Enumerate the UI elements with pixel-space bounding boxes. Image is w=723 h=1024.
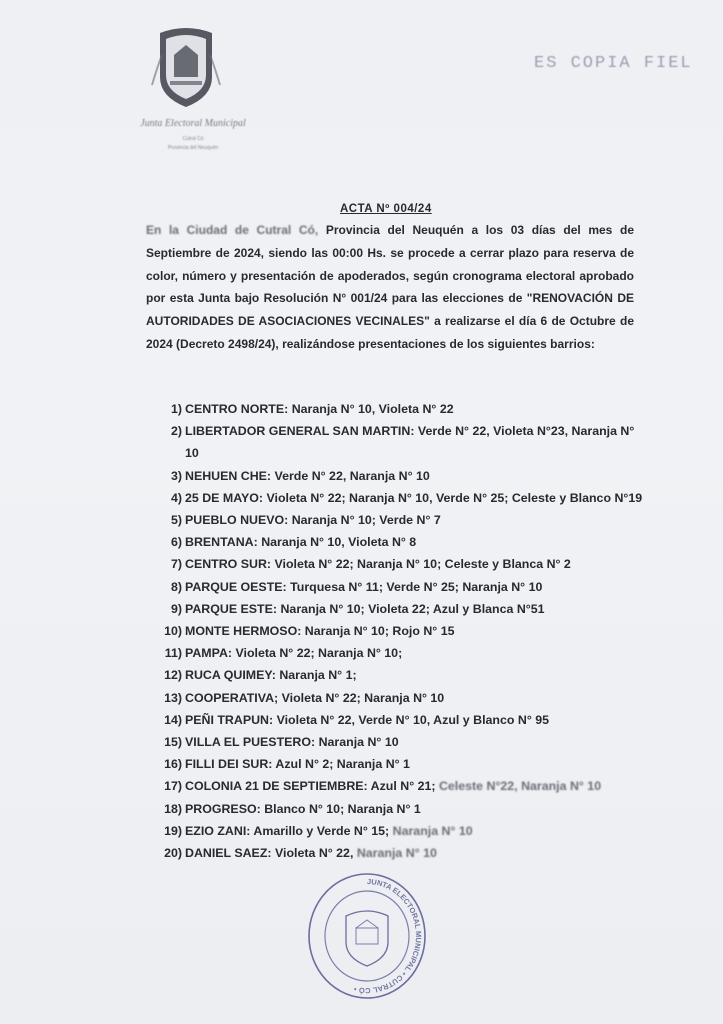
barrio-colors: Verde N° 22, Naranja N° 10 — [274, 468, 430, 483]
barrio-colors-faded: Celeste N°22, Naranja N° 10 — [438, 779, 602, 794]
barrio-name: COOPERATIVA; — [185, 690, 279, 705]
barrio-colors: Violeta N° 22, — [274, 846, 354, 861]
barrio-colors: Verde N° 22, Violeta N°23, Naranja N° 10 — [185, 424, 635, 461]
barrio-colors: Naranja N° 10, Violeta N° 22 — [291, 402, 454, 416]
list-item-number: 2) — [170, 424, 182, 439]
barrio-colors-faded: Naranja N° 10 — [392, 823, 473, 838]
barrio-colors: Naranja N° 10; Rojo N° 15 — [304, 624, 455, 639]
barrio-name: PARQUE OESTE: — [185, 579, 287, 594]
barrio-name: MONTE HERMOSO: — [185, 624, 302, 639]
list-item-number: 16) — [164, 757, 182, 772]
barrio-name: FILLI DEI SUR: — [185, 757, 273, 772]
letterhead-signature: Junta Electoral Municipal — [140, 118, 246, 129]
barrio-colors: Violeta N° 22, Verde N° 10, Azul y Blanco N° 95 — [276, 712, 549, 727]
paragraph-text: Provincia del Neuquén a los 03 días del mes de Septiembre de 2024, siendo las 00:00 Hs. se procede a cerrar plazo para reserva de color, número y presentación de apoderados, según cronograma electoral aprobado por esta Junta bajo Resolución N° 001/24 para las elecciones de "RENOVACIÓN DE AUTORIDADES DE ASOCIACIONES VECINALES" a realizarse el día 6 de Octubre de 2024 (Decreto 2498/24), realizándose presentaciones de los siguientes barrios: — [146, 223, 634, 351]
list-item — [144, 487, 644, 509]
list-item-text — [185, 731, 644, 753]
list-item-number: 6) — [170, 535, 182, 550]
document-title: ACTA Nº 004/24 — [340, 203, 432, 215]
list-item — [144, 420, 644, 464]
list-item-text — [185, 620, 644, 642]
list-item-number: 20) — [164, 846, 182, 861]
list-item-number: 1) — [170, 402, 182, 416]
barrio-name: DANIEL SAEZ: — [185, 846, 272, 861]
list-item — [144, 465, 644, 487]
barrio-colors: Violeta N° 22; Naranja N° 10 — [281, 690, 445, 705]
list-item-text — [185, 664, 644, 686]
barrio-name: PEÑI TRAPUN: — [185, 712, 274, 727]
barrio-colors: Naranja N° 1; — [279, 668, 357, 683]
list-item — [144, 731, 644, 753]
barrio-colors: Naranja N° 10 — [318, 735, 399, 750]
list-item-number: 9) — [170, 601, 182, 616]
letterhead-subtitle-2: Provincia del Neuquén — [167, 145, 219, 151]
copy-stamp: ES COPIA FIEL — [534, 54, 693, 73]
list-item-number: 5) — [170, 513, 182, 528]
seal-ring-text: JUNTA ELECTORAL MUNICIPAL • CUTRAL CÓ • — [352, 876, 424, 996]
list-item — [144, 553, 644, 575]
barrio-colors: Violeta N° 22; Naranja N° 10; Celeste y Blanca N° 2 — [274, 557, 571, 572]
barrio-name: 25 DE MAYO: — [185, 490, 264, 505]
barrio-colors: Azul N° 2; Naranja N° 1 — [275, 757, 410, 772]
list-item-text — [185, 753, 644, 775]
list-item-number: 14) — [164, 712, 182, 727]
list-item-number: 7) — [170, 557, 182, 572]
barrio-name: NEHUEN CHE: — [185, 468, 272, 483]
list-item-text — [185, 420, 644, 464]
barrios-list — [144, 398, 644, 864]
list-item-text — [185, 598, 644, 620]
municipal-crest-logo — [150, 25, 222, 109]
barrio-colors: Blanco N° 10; Naranja N° 1 — [264, 801, 421, 816]
list-item-text — [185, 576, 644, 598]
list-item — [144, 664, 644, 686]
barrio-name: PROGRESO: — [185, 801, 261, 816]
barrio-name: PUEBLO NUEVO: — [185, 513, 289, 528]
barrio-colors: Naranja N° 10, Violeta N° 8 — [261, 535, 417, 550]
list-item-number: 13) — [164, 690, 182, 705]
barrio-name: BRENTANA: — [185, 535, 258, 550]
document-paragraph — [146, 219, 634, 356]
list-item — [144, 842, 644, 864]
list-item — [144, 531, 644, 553]
list-item-text — [185, 842, 644, 864]
list-item-text — [185, 709, 644, 731]
junta-electoral-seal — [306, 870, 428, 1000]
list-item-text — [185, 398, 644, 420]
list-item-number: 18) — [164, 801, 182, 816]
list-item-text — [185, 642, 644, 664]
barrio-name: PARQUE ESTE: — [185, 601, 278, 616]
list-item — [144, 620, 644, 642]
letterhead-subtitle: Cutral Có — [182, 136, 204, 142]
list-item-number: 17) — [164, 779, 182, 794]
list-item-text — [185, 820, 644, 842]
list-item-text — [185, 798, 644, 820]
list-item — [144, 753, 644, 775]
barrio-name: CENTRO SUR: — [185, 557, 272, 572]
list-item-number: 12) — [164, 668, 182, 683]
list-item — [144, 576, 644, 598]
barrio-colors-faded: Naranja N° 10 — [356, 846, 437, 861]
list-item-number: 15) — [164, 735, 182, 750]
list-item — [144, 509, 644, 531]
list-item-number: 8) — [170, 579, 182, 594]
barrio-name: PAMPA: — [185, 646, 233, 661]
list-item-text — [185, 487, 644, 509]
list-item — [144, 598, 644, 620]
list-item-text — [185, 531, 644, 553]
barrio-colors: Naranja N° 10; Violeta 22; Azul y Blanca N°51 — [280, 601, 545, 616]
list-item — [144, 820, 644, 842]
barrio-colors: Violeta N° 22; Naranja N° 10; — [235, 646, 403, 661]
barrio-name: EZIO ZANI: — [185, 823, 251, 838]
list-item-text — [185, 509, 644, 531]
barrio-colors: Azul N° 21; — [370, 779, 436, 794]
list-item — [144, 642, 644, 664]
list-item-number: 4) — [170, 490, 182, 505]
barrio-colors: Amarillo y Verde N° 15; — [253, 823, 390, 838]
list-item — [144, 398, 644, 420]
barrio-name: VILLA EL PUESTERO: — [185, 735, 316, 750]
barrio-name: LIBERTADOR GENERAL SAN MARTIN: — [185, 424, 415, 439]
barrio-name: RUCA QUIMEY: — [185, 668, 276, 683]
list-item-text — [185, 775, 644, 797]
list-item-number: 11) — [164, 646, 182, 661]
list-item-text — [185, 553, 644, 575]
list-item-number: 19) — [164, 823, 182, 838]
barrio-colors: Naranja N° 10; Verde N° 7 — [291, 513, 441, 528]
list-item-text — [185, 465, 644, 487]
barrio-colors: Violeta N° 22; Naranja N° 10, Verde N° 25; Celeste y Blanco N°19 — [266, 490, 643, 505]
list-item-number: 10) — [164, 624, 182, 639]
list-item — [144, 687, 644, 709]
list-item-number: 3) — [170, 468, 182, 483]
barrio-name: CENTRO NORTE: — [185, 402, 289, 416]
list-item — [144, 798, 644, 820]
list-item-text — [185, 687, 644, 709]
barrio-colors: Turquesa N° 11; Verde N° 25; Naranja N° 10 — [290, 579, 543, 594]
barrio-name: COLONIA 21 DE SEPTIEMBRE: — [185, 779, 368, 794]
list-item — [144, 709, 644, 731]
paragraph-faded-text: En la Ciudad de Cutral Có, — [146, 223, 319, 237]
list-item — [144, 775, 644, 797]
